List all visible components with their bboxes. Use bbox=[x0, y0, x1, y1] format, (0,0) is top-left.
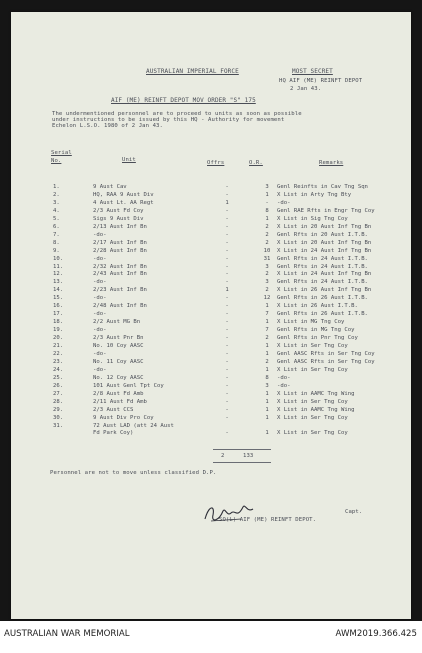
force-heading: AUSTRALIAN IMPERIAL FORCE bbox=[146, 68, 239, 75]
total-ors: 133 bbox=[243, 453, 254, 459]
row-offrs: - bbox=[225, 231, 229, 238]
row-unit: -do- bbox=[93, 327, 107, 334]
row-ors: 1 bbox=[265, 350, 269, 357]
total-offrs: 2 bbox=[221, 453, 225, 459]
row-ors: 1 bbox=[265, 390, 269, 397]
row-offrs: 1 bbox=[225, 287, 229, 294]
issue-date: 2 Jan 43. bbox=[290, 86, 322, 92]
row-ors: 2 bbox=[265, 287, 269, 294]
row-serial: 28. bbox=[53, 398, 64, 405]
row-serial: 7. bbox=[53, 231, 60, 238]
row-serial: 1. bbox=[53, 184, 60, 190]
row-offrs: - bbox=[225, 191, 229, 198]
archive-accession: AWM2019.366.425 bbox=[335, 629, 417, 639]
row-serial: 11. bbox=[53, 263, 64, 270]
row-ors: 2 bbox=[265, 231, 269, 238]
row-unit: 72 Aust LAD (att 24 Aust bbox=[93, 422, 174, 429]
row-serial: 16. bbox=[53, 303, 64, 310]
row-remarks: X List in Ser Tng Coy bbox=[277, 430, 348, 437]
row-offrs: - bbox=[225, 406, 229, 413]
row-remarks: X List in 24 Aust Inf Tng Bn bbox=[277, 271, 372, 278]
row-offrs: - bbox=[225, 207, 229, 214]
row-serial: 22. bbox=[53, 350, 64, 357]
column-header-no: No. bbox=[51, 158, 62, 164]
row-ors: 1 bbox=[265, 303, 269, 310]
row-ors: 8 bbox=[265, 207, 269, 214]
row-unit: 2/8 Aust Fd Amb bbox=[93, 390, 144, 397]
row-remarks: Genl Rfts in 20 Aust I.T.B. bbox=[277, 231, 368, 238]
row-remarks: X List in MG Tng Coy bbox=[277, 319, 345, 326]
row-serial: 18. bbox=[53, 319, 64, 326]
row-offrs: - bbox=[225, 239, 229, 246]
row-serial: 31. bbox=[53, 422, 64, 429]
row-offrs: - bbox=[225, 255, 229, 262]
row-serial: 6. bbox=[53, 223, 60, 230]
row-unit: No. 10 Coy AASC bbox=[93, 343, 144, 349]
row-remarks: X List in Ser Tng Coy bbox=[277, 366, 348, 373]
row-offrs: - bbox=[225, 223, 229, 230]
row-serial: 19. bbox=[53, 327, 64, 334]
row-serial: 15. bbox=[53, 295, 64, 302]
row-offrs: - bbox=[225, 184, 229, 190]
row-offrs: - bbox=[225, 343, 229, 349]
totals-rule-bottom bbox=[213, 462, 271, 463]
document-page bbox=[11, 12, 411, 619]
row-serial: 2. bbox=[53, 191, 60, 198]
row-remarks: X List in AAMC Tng Wing bbox=[277, 390, 355, 397]
row-unit: -do- bbox=[93, 231, 107, 238]
row-offrs: - bbox=[225, 414, 229, 421]
row-unit: 2/43 Aust Inf Bn bbox=[93, 271, 147, 278]
row-unit: 2/13 Aust Inf Bn bbox=[93, 223, 147, 230]
issuing-hq: HQ AIF (ME) REINFT DEPOT bbox=[279, 78, 363, 84]
archive-credit: AUSTRALIAN WAR MEMORIAL bbox=[4, 629, 130, 639]
row-offrs: - bbox=[225, 279, 229, 286]
row-remarks: X List in Arty Tng Bty bbox=[277, 191, 352, 198]
row-offrs: - bbox=[225, 271, 229, 278]
row-remarks: Genl Rfts in 24 Aust I.T.B. bbox=[277, 255, 368, 262]
intro-line-2: under instructions to be issued by this HQ - Authority for movement bbox=[52, 117, 285, 124]
row-unit: 4 Aust Lt. AA Regt bbox=[93, 199, 154, 206]
row-offrs: - bbox=[225, 247, 229, 254]
signatory-appointment: SO(L) AIF (ME) REINFT DEPOT. bbox=[219, 517, 317, 523]
row-serial: 27. bbox=[53, 390, 64, 397]
column-header-serial: Serial bbox=[51, 150, 72, 156]
row-unit: 2/3 Aust Pnr Bn bbox=[93, 335, 144, 342]
row-serial: 20. bbox=[53, 335, 64, 342]
closing-note: Personnel are not to move unless classified D.P. bbox=[50, 470, 217, 476]
row-serial: 12. bbox=[53, 271, 64, 278]
row-unit: No. 11 Coy AASC bbox=[93, 358, 144, 365]
row-remarks: Genl Rfts in 26 Aust I.T.B. bbox=[277, 311, 368, 318]
row-ors: 3 bbox=[265, 184, 269, 190]
row-ors: 1 bbox=[265, 215, 269, 222]
row-ors: 1 bbox=[265, 319, 269, 326]
row-remarks: X List in 26 Aust Inf Tng Bn bbox=[277, 287, 372, 294]
row-offrs: - bbox=[225, 430, 229, 437]
row-ors: 7 bbox=[265, 311, 269, 318]
order-title: AIF (ME) REINFT DEPOT MOV ORDER "S" 175 bbox=[111, 97, 256, 104]
row-remarks: X List in 26 Aust I.T.B. bbox=[277, 303, 358, 310]
row-ors: 1 bbox=[265, 414, 269, 421]
row-unit: 2/32 Aust Inf Bn bbox=[93, 263, 147, 270]
row-ors: 1 bbox=[265, 191, 269, 198]
row-serial: 30. bbox=[53, 414, 64, 421]
row-unit: 2/2 Aust MG Bn bbox=[93, 319, 141, 326]
row-offrs: - bbox=[225, 311, 229, 318]
row-offrs: - bbox=[225, 350, 229, 357]
row-serial: 17. bbox=[53, 311, 64, 318]
row-offrs: - bbox=[225, 215, 229, 222]
row-serial: 26. bbox=[53, 382, 64, 389]
row-unit: -do- bbox=[93, 311, 107, 318]
row-remarks: -do- bbox=[277, 374, 291, 381]
intro-paragraph bbox=[52, 111, 302, 130]
row-remarks: Genl Rfts in MG Tng Coy bbox=[277, 327, 355, 334]
row-offrs: - bbox=[225, 303, 229, 310]
row-offrs: - bbox=[225, 358, 229, 365]
row-unit: -do- bbox=[93, 366, 107, 373]
row-serial: 4. bbox=[53, 207, 60, 214]
row-ors: 1 bbox=[265, 398, 269, 405]
row-unit: -do- bbox=[93, 255, 107, 262]
row-remarks: X List in 20 Aust Inf Tng Bn bbox=[277, 223, 372, 230]
row-remarks: Genl Reinfts in Cav Tng Sqn bbox=[277, 184, 368, 190]
row-ors: 3 bbox=[265, 263, 269, 270]
classification: MOST SECRET bbox=[292, 68, 333, 75]
row-offrs: - bbox=[225, 374, 229, 381]
row-offrs: - bbox=[225, 263, 229, 270]
row-serial: 10. bbox=[53, 255, 64, 262]
row-serial: 21. bbox=[53, 343, 64, 349]
row-ors: 2 bbox=[265, 271, 269, 278]
row-offrs: 1 bbox=[225, 199, 229, 206]
row-unit: 101 Aust Genl Tpt Coy bbox=[93, 382, 164, 389]
row-unit: Fd Park Coy) bbox=[93, 430, 134, 437]
signatory-rank: Capt. bbox=[345, 509, 363, 515]
row-unit: HQ, RAA 9 Aust Div bbox=[93, 191, 154, 198]
row-ors: 3 bbox=[265, 279, 269, 286]
row-offrs: - bbox=[225, 366, 229, 373]
row-offrs: - bbox=[225, 295, 229, 302]
row-serial: 29. bbox=[53, 406, 64, 413]
row-ors: 2 bbox=[265, 358, 269, 365]
row-remarks: Genl Rfts in 26 Aust I.T.B. bbox=[277, 295, 368, 302]
row-remarks: Genl Rfts in 24 Aust I.T.B. bbox=[277, 263, 368, 270]
row-unit: 2/17 Aust Inf Bn bbox=[93, 239, 147, 246]
column-header-ors: O.R. bbox=[249, 160, 263, 166]
row-ors: 2 bbox=[265, 239, 269, 246]
row-ors: 10 bbox=[263, 247, 271, 254]
row-unit: 2/28 Aust Inf Bn bbox=[93, 247, 147, 254]
row-serial: 23. bbox=[53, 358, 64, 365]
row-ors: 31 bbox=[263, 255, 271, 262]
row-ors: - bbox=[265, 199, 269, 206]
intro-line-3: Echelon L.S.O. 1980 of 2 Jan 43. bbox=[52, 123, 163, 130]
row-offrs: - bbox=[225, 319, 229, 326]
row-offrs: - bbox=[225, 335, 229, 342]
row-serial: 24. bbox=[53, 366, 64, 373]
row-unit: 2/11 Aust Fd Amb bbox=[93, 398, 147, 405]
row-ors: 1 bbox=[265, 430, 269, 437]
row-ors: 1 bbox=[265, 343, 269, 349]
row-ors: 2 bbox=[265, 223, 269, 230]
row-ors: 2 bbox=[265, 335, 269, 342]
row-remarks: Genl AASC Rfts in Ser Tng Coy bbox=[277, 350, 375, 357]
totals-rule bbox=[213, 449, 271, 450]
row-remarks: X List in Ser Tng Coy bbox=[277, 398, 348, 405]
row-unit: 2/48 Aust Inf Bn bbox=[93, 303, 147, 310]
row-serial: 3. bbox=[53, 199, 60, 206]
column-header-remarks: Remarks bbox=[319, 160, 344, 166]
row-remarks: -do- bbox=[277, 382, 291, 389]
row-ors: 1 bbox=[265, 406, 269, 413]
row-remarks: Genl Rfts in Pnr Tng Coy bbox=[277, 335, 358, 342]
row-offrs: - bbox=[225, 390, 229, 397]
column-header-unit: Unit bbox=[122, 157, 136, 163]
row-remarks: X List in 24 Aust Inf Tng Bn bbox=[277, 247, 372, 254]
row-unit: -do- bbox=[93, 279, 107, 286]
row-serial: 25. bbox=[53, 374, 64, 381]
row-offrs: - bbox=[225, 327, 229, 334]
row-ors: 7 bbox=[265, 327, 269, 334]
row-offrs: - bbox=[225, 398, 229, 405]
row-serial: 5. bbox=[53, 215, 60, 222]
row-ors: 3 bbox=[265, 382, 269, 389]
row-remarks: X List in Ser Tng Coy bbox=[277, 414, 348, 421]
row-remarks: -do- bbox=[277, 199, 291, 206]
row-serial: 13. bbox=[53, 279, 64, 286]
row-remarks: X List in 20 Aust Inf Tng Bn bbox=[277, 239, 372, 246]
row-serial: 9. bbox=[53, 247, 60, 254]
row-unit: 2/3 Aust CCS bbox=[93, 406, 134, 413]
row-remarks: Genl Rfts in 24 Aust I.T.B. bbox=[277, 279, 368, 286]
row-unit: 2/23 Aust Inf Bn bbox=[93, 287, 147, 294]
row-unit: Sigs 9 Aust Div bbox=[93, 215, 144, 222]
column-header-offrs: Offrs bbox=[207, 160, 225, 166]
row-remarks: X List in Sig Tng Coy bbox=[277, 215, 348, 222]
row-unit: 9 Aust Cav bbox=[93, 184, 127, 190]
row-offrs: - bbox=[225, 382, 229, 389]
row-unit: -do- bbox=[93, 295, 107, 302]
row-unit: -do- bbox=[93, 350, 107, 357]
row-serial: 14. bbox=[53, 287, 64, 294]
row-remarks: Genl AASC Rfts in Ser Tng Coy bbox=[277, 358, 375, 365]
row-unit: No. 12 Coy AASC bbox=[93, 374, 144, 381]
row-remarks: X List in AAMC Tng Wing bbox=[277, 406, 355, 413]
row-remarks: Genl RAE Rfts in Engr Tng Coy bbox=[277, 207, 375, 214]
row-unit: 2/3 Aust Fd Coy bbox=[93, 207, 144, 214]
intro-line-1: The undermentioned personnel are to proceed to units as soon as possible bbox=[52, 111, 302, 117]
archive-footer bbox=[0, 621, 422, 653]
row-ors: 12 bbox=[263, 295, 271, 302]
row-ors: 1 bbox=[265, 366, 269, 373]
row-remarks: X List in Ser Tng Coy bbox=[277, 343, 348, 349]
row-ors: 8 bbox=[265, 374, 269, 381]
row-unit: 9 Aust Div Pro Coy bbox=[93, 414, 154, 421]
row-serial: 8. bbox=[53, 239, 60, 246]
